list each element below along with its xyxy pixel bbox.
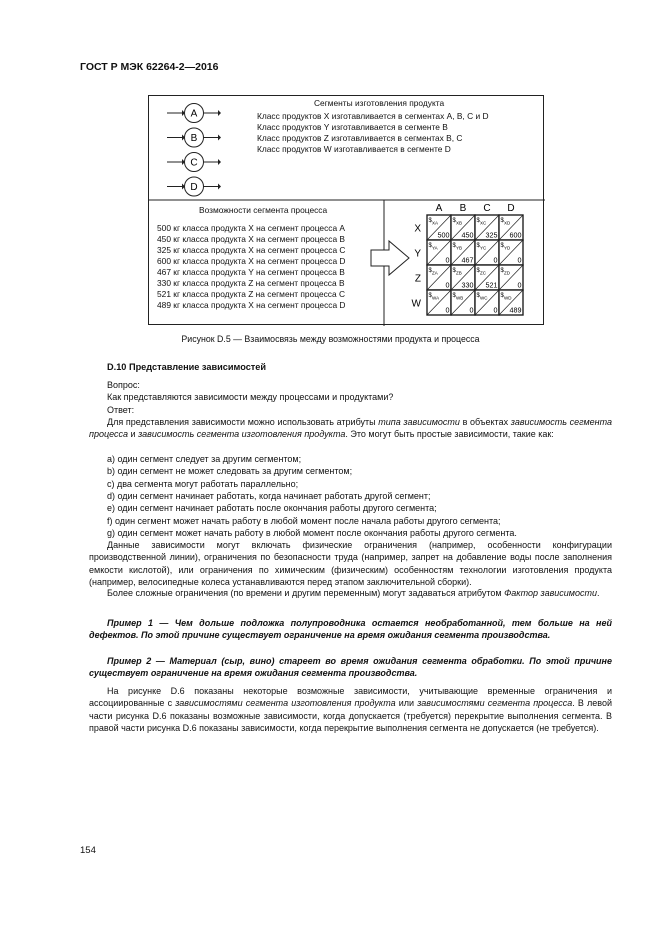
complex-constraints-paragraph: Более сложные ограничения (по времени и другим переменным) могут задаваться атрибутом Фактор зависимости. bbox=[107, 588, 600, 598]
capability-line: 330 кг класса продукта Z на сегмент процесса B bbox=[157, 278, 345, 288]
matrix-cell bbox=[427, 290, 451, 315]
matrix-cell-subscript: ZD bbox=[504, 270, 510, 276]
matrix-cell-symbol: $ bbox=[500, 218, 504, 224]
answer-label: Ответ: bbox=[107, 405, 135, 415]
matrix-cell-symbol: $ bbox=[428, 268, 432, 274]
capability-line: 489 кг класса продукта X на сегмент процесса D bbox=[157, 300, 346, 310]
matrix-cell-value: 0 bbox=[517, 280, 522, 290]
matrix-cell-value: 325 bbox=[485, 230, 498, 240]
matrix-cell-value: 0 bbox=[445, 280, 450, 290]
matrix-cell bbox=[427, 215, 451, 240]
segments-line: Класс продуктов W изготавливается в сегменте D bbox=[257, 144, 451, 154]
matrix-cell-subscript: WB bbox=[456, 295, 464, 301]
segments-line: Класс продуктов Y изготавливается в сегменте B bbox=[257, 122, 448, 132]
matrix-cell-symbol: $ bbox=[476, 243, 480, 249]
matrix-row-label: W bbox=[411, 298, 421, 310]
capability-matrix bbox=[412, 203, 523, 315]
page-number: 154 bbox=[80, 845, 96, 856]
matrix-cell-subscript: XB bbox=[456, 220, 463, 226]
matrix-cell-subscript: YA bbox=[432, 245, 438, 251]
arrow-out-icon bbox=[218, 159, 221, 165]
matrix-cell-symbol: $ bbox=[500, 243, 504, 249]
matrix-cell bbox=[427, 265, 451, 290]
list-item: b) один сегмент не может следовать за другим сегментом; bbox=[107, 466, 353, 476]
matrix-cell-subscript: XD bbox=[504, 220, 511, 226]
matrix-cell-value: 521 bbox=[485, 280, 498, 290]
matrix-cell-subscript: ZC bbox=[480, 270, 486, 276]
matrix-cell-symbol: $ bbox=[500, 293, 504, 299]
segment-circles bbox=[167, 104, 221, 197]
matrix-cell bbox=[451, 215, 475, 240]
question-label: Вопрос: bbox=[107, 380, 140, 390]
matrix-cell-subscript: WA bbox=[432, 295, 440, 301]
list-item: e) один сегмент начинает работать после окончания работы другого сегмента; bbox=[107, 503, 437, 513]
matrix-cell bbox=[499, 240, 523, 265]
matrix-col-label: A bbox=[435, 203, 443, 214]
matrix-cell-symbol: $ bbox=[476, 268, 480, 274]
figure-caption: Рисунок D.5 — Взаимосвязь между возможностями продукта и процесса bbox=[181, 334, 480, 344]
list-item: f) один сегмент может начать работу в любой момент после начала работы другого сегмента; bbox=[107, 516, 501, 526]
matrix-cell-symbol: $ bbox=[428, 293, 432, 299]
matrix-cell-subscript: WC bbox=[480, 295, 488, 301]
matrix-col-label: C bbox=[483, 203, 491, 214]
matrix-cell-symbol: $ bbox=[452, 243, 456, 249]
segment-circle-label: B bbox=[190, 133, 198, 144]
segments-line: Класс продуктов X изготавливается в сегментах A, B, C и D bbox=[257, 111, 489, 121]
list-item: g) один сегмент может начать работу в любой момент после окончания работы другого сегмента. bbox=[107, 528, 517, 538]
matrix-cell bbox=[451, 290, 475, 315]
segments-line: Класс продуктов Z изготавливается в сегментах B, C bbox=[257, 133, 463, 143]
matrix-cell-value: 500 bbox=[437, 230, 450, 240]
segment-circle-label: A bbox=[190, 108, 198, 120]
matrix-cell-symbol: $ bbox=[452, 293, 456, 299]
matrix-cell-symbol: $ bbox=[428, 243, 432, 249]
answer-intro-paragraph: Для представления зависимости можно использовать атрибуты типа зависимости в объектах зависимость сегмента процесса и зависимость сегмента изготовления продукта. Это могут быть простые зависимости, такие как: bbox=[89, 417, 613, 440]
matrix-cell-value: 0 bbox=[445, 255, 450, 265]
matrix-cell-value: 0 bbox=[493, 255, 498, 265]
arrow-out-icon bbox=[218, 110, 221, 116]
example-2: Пример 2 — Материал (сыр, вино) стареет во время ожидания сегмента обработки. По этой причине существует ограничение на время ожидания сегмента производства. bbox=[89, 656, 612, 679]
matrix-cell-subscript: XA bbox=[432, 220, 439, 226]
capability-line: 521 кг класса продукта Z на сегмент процесса C bbox=[157, 289, 346, 299]
matrix-cell-subscript: YD bbox=[504, 245, 511, 251]
capability-title: Возможности сегмента процесса bbox=[199, 205, 328, 215]
example-1: Пример 1 — Чем дольше подложка полупроводника остается необработанной, тем больше на ней дефектов. По этой причине существует ограничение на время ожидания сегмента производства. bbox=[89, 618, 612, 641]
matrix-cell bbox=[475, 290, 499, 315]
matrix-col-label: B bbox=[459, 203, 467, 214]
matrix-cell-symbol: $ bbox=[452, 218, 456, 224]
physical-constraints-paragraph: Данные зависимости могут включать физические ограничения (например, особенности конфигурации производственной линии), ограничения по безопасности труда (например, запрет на добавление воды после заполнения емкости кислотой), или ограничения по химическим (физическим) особенностям технологии изготовления продукта (например, велосипедные колеса устанавливаются перед этапом заключительной сборки). bbox=[89, 540, 612, 587]
matrix-col-label: D bbox=[507, 203, 515, 214]
matrix-cell-value: 450 bbox=[461, 230, 474, 240]
list-item: c) два сегмента могут работать параллельно; bbox=[107, 479, 299, 489]
list-item: d) один сегмент начинает работать, когда начинает работать другой сегмент; bbox=[107, 491, 431, 501]
matrix-cell-value: 467 bbox=[461, 255, 474, 265]
matrix-row-label: X bbox=[414, 223, 421, 235]
matrix-cell-symbol: $ bbox=[428, 218, 432, 224]
matrix-cell bbox=[475, 240, 499, 265]
capability-line: 467 кг класса продукта Y на сегмент процесса B bbox=[157, 267, 345, 277]
matrix-cell-symbol: $ bbox=[476, 218, 480, 224]
capability-line: 325 кг класса продукта X на сегмент процесса C bbox=[157, 245, 346, 255]
matrix-cell-value: 0 bbox=[469, 305, 474, 315]
matrix-cell-subscript: YB bbox=[456, 245, 463, 251]
question-text: Как представляются зависимости между процессами и продуктами? bbox=[107, 392, 394, 402]
segment-circle-label: C bbox=[190, 157, 198, 169]
matrix-cell-value: 0 bbox=[445, 305, 450, 315]
matrix-cell bbox=[499, 265, 523, 290]
list-item: a) один сегмент следует за другим сегментом; bbox=[107, 454, 302, 464]
matrix-cell-symbol: $ bbox=[500, 268, 504, 274]
matrix-cell-symbol: $ bbox=[476, 293, 480, 299]
arrow-out-icon bbox=[218, 135, 221, 141]
matrix-cell bbox=[475, 265, 499, 290]
matrix-row-label: Z bbox=[414, 273, 421, 285]
matrix-cell bbox=[451, 240, 475, 265]
matrix-row-label: Y bbox=[414, 248, 421, 260]
matrix-cell-value: 0 bbox=[517, 255, 522, 265]
matrix-cell-subscript: YC bbox=[480, 245, 487, 251]
matrix-cell-value: 0 bbox=[493, 305, 498, 315]
figure-d6-paragraph: На рисунке D.6 показаны некоторые возможные зависимости, учитывающие временные ограничения и ассоциированные с зависимостями сегмента изготовления продукта или зависимостями сегмента процесса. В левой части рисунка D.6 показаны возможные зависимости, когда допускается (требуется) перекрытие выполнения сегмента. В правой части рисунка D.6 показаны зависимости, когда перекрытие выполнения сегмента не допускается (не требуется). bbox=[89, 686, 612, 733]
matrix-cell-subscript: WD bbox=[504, 295, 512, 301]
matrix-cell-symbol: $ bbox=[452, 268, 456, 274]
section-title: D.10 Представление зависимостей bbox=[107, 362, 267, 372]
segment-circle-label: D bbox=[190, 182, 198, 193]
matrix-cell-subscript: ZB bbox=[456, 270, 462, 276]
capability-line: 600 кг класса продукта X на сегмент процесса D bbox=[157, 256, 346, 266]
matrix-cell-value: 600 bbox=[509, 230, 522, 240]
segments-title: Сегменты изготовления продукта bbox=[314, 98, 445, 108]
capability-line: 500 кг класса продукта X на сегмент процесса A bbox=[157, 223, 346, 233]
capability-line: 450 кг класса продукта X на сегмент процесса B bbox=[157, 234, 346, 244]
figure-d5 bbox=[148, 95, 544, 325]
matrix-cell bbox=[499, 215, 523, 240]
right-arrow-icon bbox=[371, 241, 409, 275]
matrix-cell bbox=[499, 290, 523, 315]
arrow-out-icon bbox=[218, 184, 221, 190]
matrix-cell-subscript: XC bbox=[480, 220, 487, 226]
matrix-cell-value: 489 bbox=[509, 305, 522, 315]
document-header: ГОСТ Р МЭК 62264-2—2016 bbox=[80, 61, 219, 73]
matrix-cell bbox=[451, 265, 475, 290]
matrix-cell-subscript: ZA bbox=[432, 270, 438, 276]
matrix-cell bbox=[475, 215, 499, 240]
matrix-cell bbox=[427, 240, 451, 265]
matrix-cell-value: 330 bbox=[461, 280, 474, 290]
